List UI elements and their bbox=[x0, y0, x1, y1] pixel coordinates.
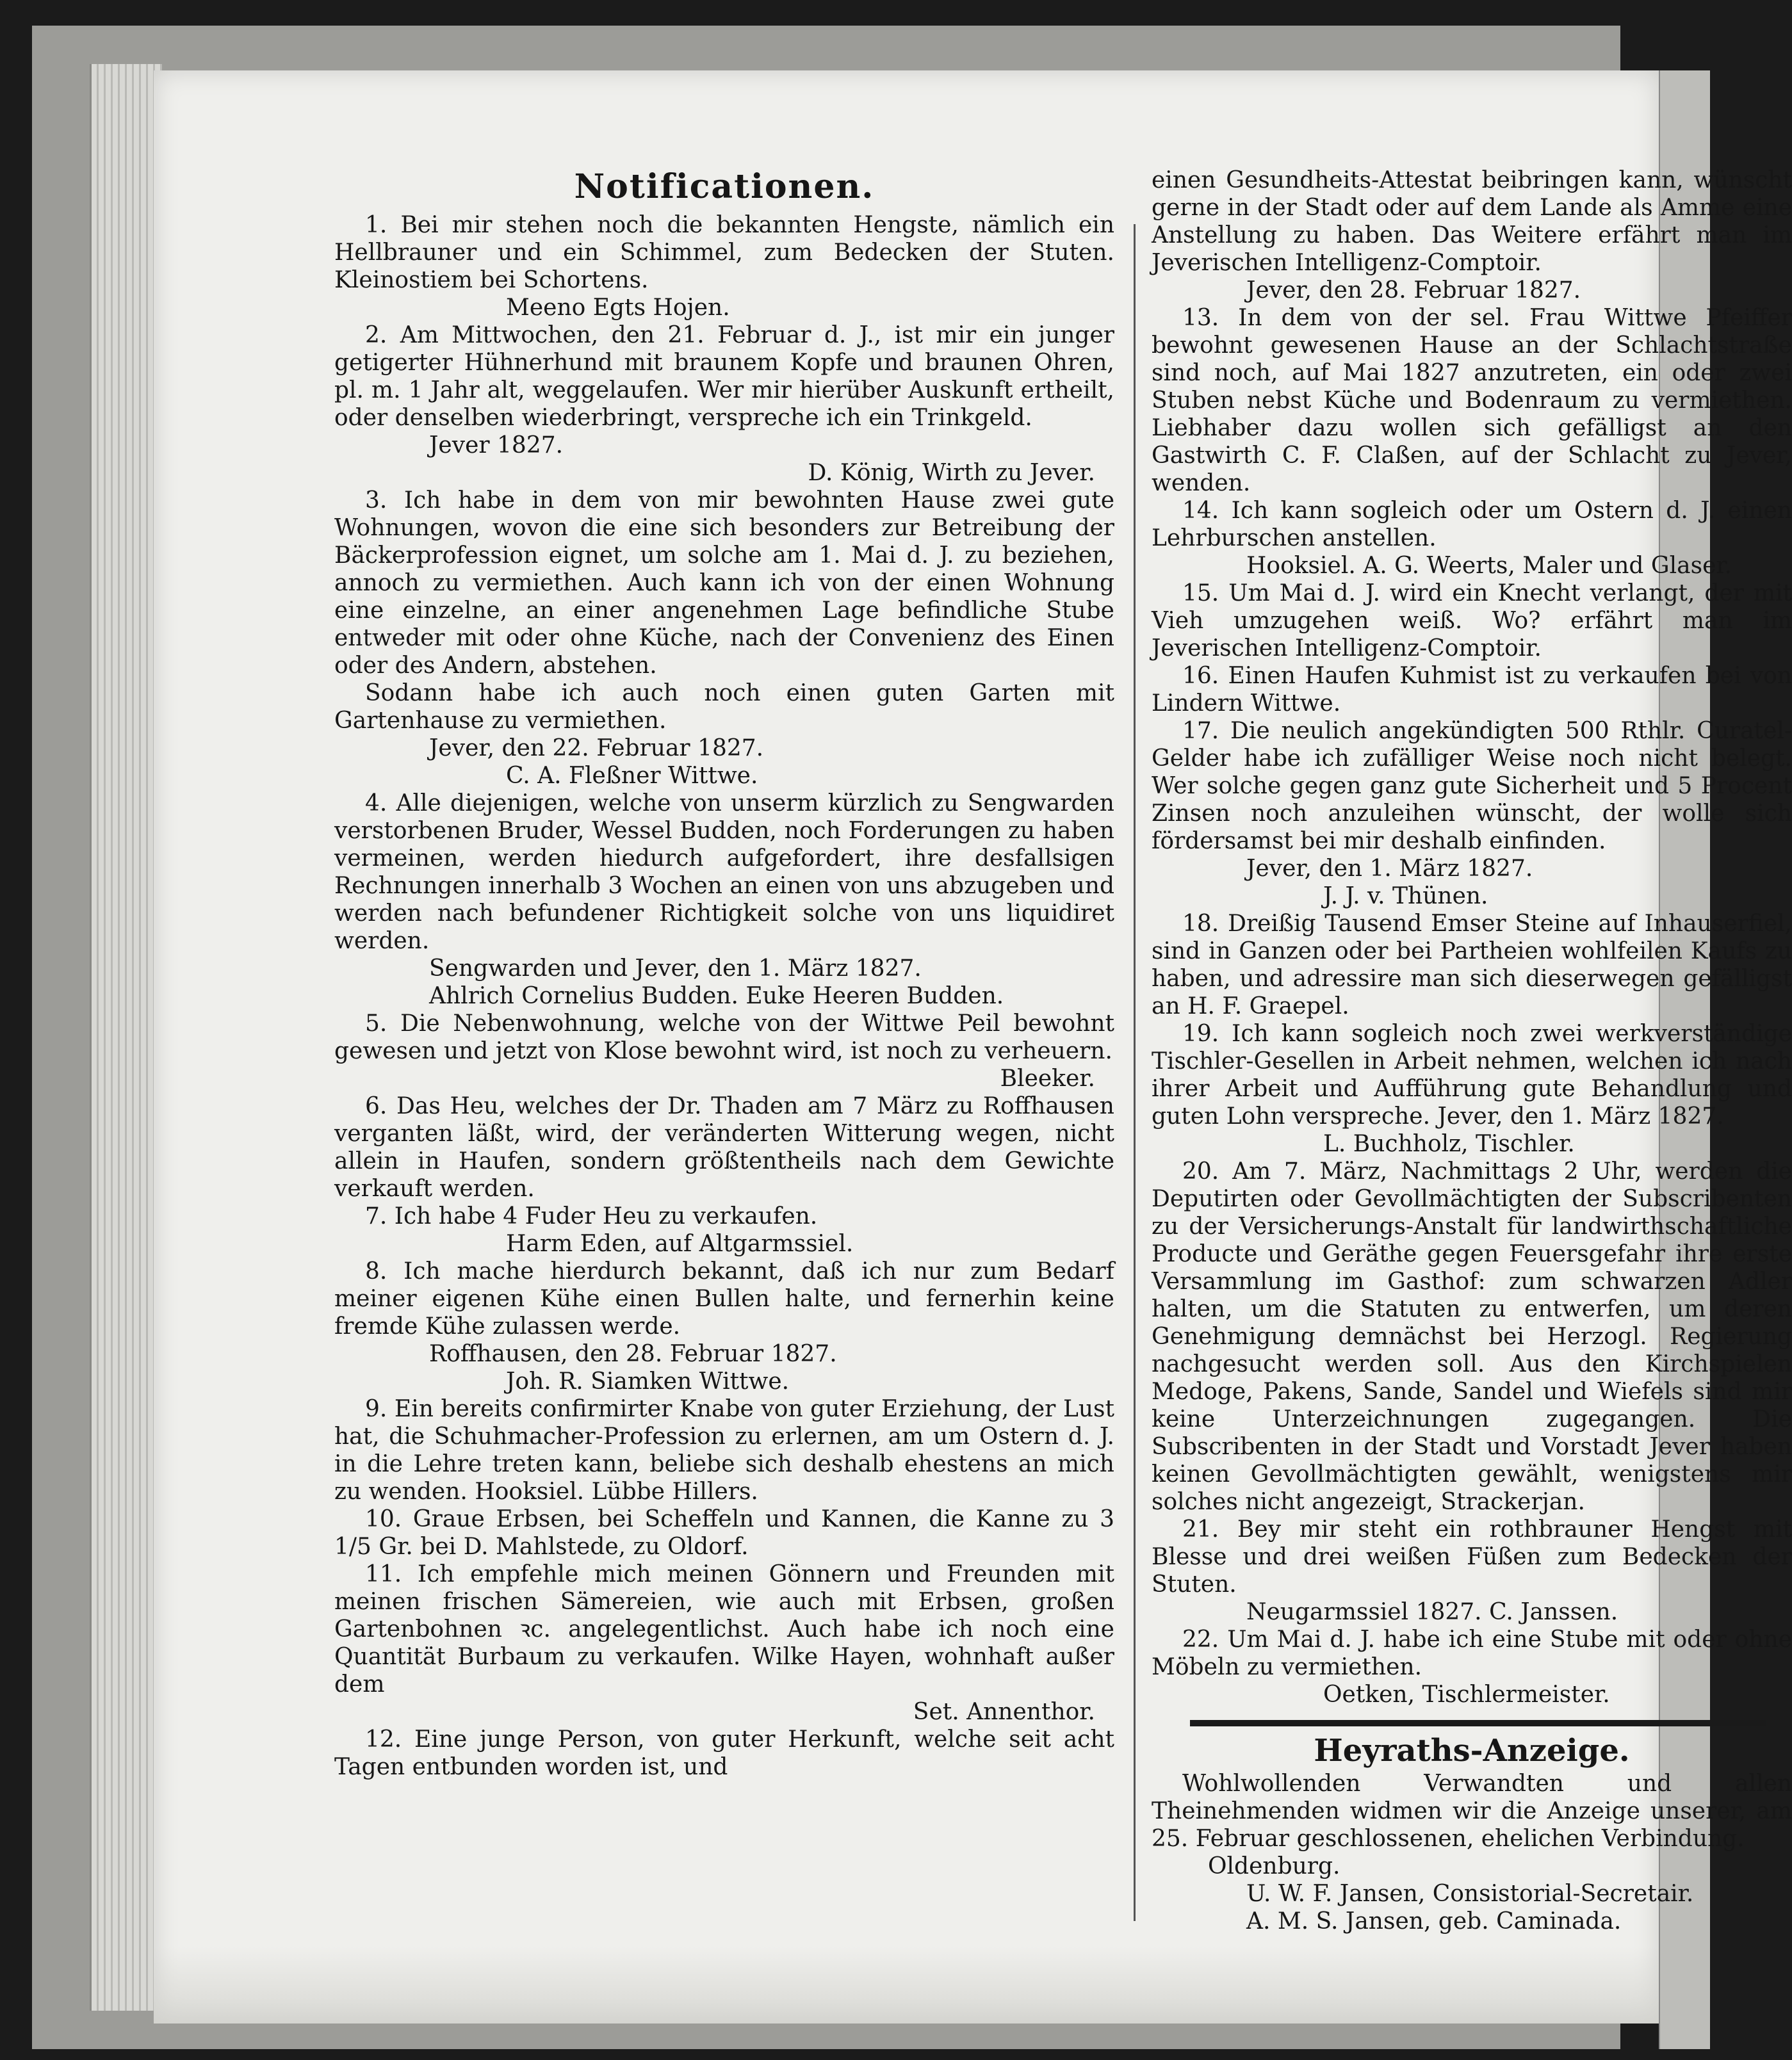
notice-date: Jever, den 22. Februar 1827. bbox=[429, 735, 764, 761]
notice-14 bbox=[1152, 497, 1792, 580]
notice-body: 16. Einen Haufen Kuhmist ist zu verkaufen bei von Lindern Wittwe. bbox=[1152, 663, 1792, 717]
notice-body: 2. Am Mittwochen, den 21. Februar d. J., ist mir ein junger getigerter Hühnerhund mit braunem Kopfe und braunen Ohren, pl. m. 1 Jahr alt, weggelaufen. Wer mir hierüber Auskunft ertheilt, oder denselben wiederbringt, verspreche ich ein Trinkgeld. bbox=[334, 322, 1114, 431]
right-column bbox=[1152, 166, 1792, 1935]
notice-signature: L. Buchholz, Tischler. bbox=[1323, 1131, 1575, 1157]
notice-body-2: Sodann habe ich auch noch einen guten Garten mit Gartenhause zu vermiethen. bbox=[334, 680, 1114, 734]
marriage-signature-1: U. W. F. Jansen, Consistorial-Secretair. bbox=[1246, 1881, 1694, 1907]
notice-17 bbox=[1152, 717, 1792, 910]
notice-body: 8. Ich mache hierdurch bekannt, daß ich nur zum Bedarf meiner eigenen Kühe einen Bullen halte, und fernerhin keine fremde Kühe zulassen werde. bbox=[334, 1258, 1114, 1340]
notice-body: einen Gesundheits-Attestat beibringen kann, wünscht gerne in der Stadt oder auf dem Lande als Amme eine Anstellung zu haben. Das Weitere erfährt man im Jeverischen Intelligenz-Comptoir. bbox=[1152, 167, 1792, 276]
notice-body: 14. Ich kann sogleich oder um Ostern d. J. einen Lehrburschen anstellen. bbox=[1152, 498, 1792, 551]
notice-date: Jever, den 1. März 1827. bbox=[1246, 856, 1533, 882]
section-heading: Notificationen. bbox=[574, 167, 875, 206]
notice-signature: Meeno Egts Hojen. bbox=[506, 295, 730, 321]
notice-signature: Ahlrich Cornelius Budden. Euke Heeren Budden. bbox=[429, 983, 1004, 1009]
notice-body: 6. Das Heu, welches der Dr. Thaden am 7 März zu Roffhausen verganten läßt, wird, der veränderten Witterung wegen, nicht allein in Haufen, sondern größtentheils nach dem Gewichte verkauft werden. bbox=[334, 1093, 1114, 1202]
marriage-heading: Heyraths-Anzeige. bbox=[1314, 1733, 1630, 1769]
notice-4 bbox=[334, 790, 1114, 1010]
notice-2 bbox=[334, 321, 1114, 487]
notice-signature: C. A. Fleßner Wittwe. bbox=[506, 763, 758, 789]
notice-9 bbox=[334, 1395, 1114, 1505]
notice-body: 9. Ein bereits confirmirter Knabe von guter Erziehung, der Lust hat, die Schuhmacher-Profession zu erlernen, am um Ostern d. J. in die Lehre treten kann, beliebe sich deshalb ehestens an mich zu wenden. Hooksiel. Lübbe Hillers. bbox=[334, 1396, 1114, 1505]
notice-body: 22. Um Mai d. J. habe ich eine Stube mit oder ohne Möbeln zu vermiethen. bbox=[1152, 1626, 1792, 1680]
section-rule bbox=[1190, 1720, 1766, 1726]
notice-body: 15. Um Mai d. J. wird ein Knecht verlangt, der mit Vieh umzugehen weiß. Wo? erfährt man im Jeverischen Intelligenz-Comptoir. bbox=[1152, 580, 1792, 661]
notice-date: Jever, den 28. Februar 1827. bbox=[1246, 277, 1581, 304]
notice-body: 7. Ich habe 4 Fuder Heu zu verkaufen. bbox=[365, 1203, 818, 1229]
notice-12-continued bbox=[1152, 166, 1792, 304]
notice-16 bbox=[1152, 662, 1792, 717]
marriage-body: Wohlwollenden Verwandten und allen Theinehmenden widmen wir die Anzeige unserer, am 25. Februar geschlossenen, ehelichen Verbindung. bbox=[1152, 1771, 1792, 1852]
marriage-signature-2: A. M. S. Jansen, geb. Caminada. bbox=[1246, 1908, 1622, 1934]
notice-body: 10. Graue Erbsen, bei Scheffeln und Kannen, die Kanne zu 3 1/5 Gr. bei D. Mahlstede, zu Oldorf. bbox=[334, 1506, 1114, 1560]
notice-signature: Hooksiel. A. G. Weerts, Maler und Glaser. bbox=[1246, 553, 1732, 579]
left-column bbox=[334, 166, 1114, 1781]
notice-signature: Joh. R. Siamken Wittwe. bbox=[506, 1368, 790, 1395]
notice-date: Jever 1827. bbox=[429, 432, 564, 458]
notice-body: 11. Ich empfehle mich meinen Gönnern und Freunden mit meinen frischen Sämereien, wie auch mit Erbsen, großen Gartenbohnen ꝛc. angelegentlichst. Auch habe ich noch eine Quantität Burbaum zu verkaufen. Wilke Hayen, wohnhaft außer dem bbox=[334, 1561, 1114, 1698]
notice-date: Neugarmssiel 1827. C. Janssen. bbox=[1246, 1599, 1618, 1625]
notice-20 bbox=[1152, 1158, 1792, 1516]
notice-19 bbox=[1152, 1020, 1792, 1158]
notice-6 bbox=[334, 1092, 1114, 1203]
notice-signature: Bleeker. bbox=[1000, 1066, 1095, 1092]
notice-3 bbox=[334, 487, 1114, 790]
notice-body: 21. Bey mir steht ein rothbrauner Hengst mit Blesse und drei weißen Füßen zum Bedecken der Stuten. bbox=[1152, 1516, 1792, 1598]
notice-signature: Oetken, Tischlermeister. bbox=[1323, 1682, 1610, 1708]
notice-7 bbox=[334, 1203, 1114, 1258]
notice-1 bbox=[334, 211, 1114, 321]
column-divider bbox=[1134, 224, 1136, 1921]
notice-body: 12. Eine junge Person, von guter Herkunft, welche seit acht Tagen entbunden worden ist, und bbox=[334, 1726, 1114, 1780]
notice-8 bbox=[334, 1258, 1114, 1395]
notice-signature: J. J. v. Thünen. bbox=[1323, 883, 1488, 909]
notice-date: Sengwarden und Jever, den 1. März 1827. bbox=[429, 955, 922, 982]
marriage-place: Oldenburg. bbox=[1208, 1853, 1340, 1879]
notice-15 bbox=[1152, 580, 1792, 662]
notice-body: 18. Dreißig Tausend Emser Steine auf Inhauserfiel, sind in Ganzen oder bei Partheien wohlfeilen Kaufs zu haben, und adressire man sich dieserwegen gefälligst an H. F. Graepel. bbox=[1152, 911, 1792, 1019]
page-shadow bbox=[154, 1947, 1659, 2024]
notice-body: 1. Bei mir stehen noch die bekannten Hengste, nämlich ein Hellbrauner und ein Schimmel, zum Bedecken der Stuten. Kleinostiem bei Schortens. bbox=[334, 212, 1114, 293]
notice-signature: Set. Annenthor. bbox=[913, 1699, 1095, 1725]
notice-22 bbox=[1152, 1626, 1792, 1708]
newspaper-page bbox=[154, 70, 1792, 2024]
notice-13 bbox=[1152, 304, 1792, 497]
page-stack-edge bbox=[90, 64, 162, 2011]
notice-body: 13. In dem von der sel. Frau Wittwe Pfeiffer bewohnt gewesenen Hause an der Schlachtstraße sind noch, auf Mai 1827 anzutreten, ein oder zwei Stuben nebst Küche und Bodenraum zu vermiethen. Liebhaber dazu wollen sich gefälligst an den Gastwirth C. F. Claßen, auf der Schlacht zu Jever, wenden. bbox=[1152, 305, 1792, 496]
notice-10 bbox=[334, 1505, 1114, 1561]
notice-date: Roffhausen, den 28. Februar 1827. bbox=[429, 1341, 837, 1367]
notice-signature: Harm Eden, auf Altgarmssiel. bbox=[506, 1231, 854, 1257]
notice-5 bbox=[334, 1010, 1114, 1092]
notice-signature: D. König, Wirth zu Jever. bbox=[808, 460, 1095, 486]
notice-body: 4. Alle diejenigen, welche von unserm kürzlich zu Sengwarden verstorbenen Bruder, Wessel Budden, noch Forderungen zu haben vermeinen, werden hiedurch aufgefordert, ihre desfallsigen Rechnungen innerhalb 3 Wochen an einen von uns abzugeben und werden nach befundener Richtigkeit solche von uns liquidiret werden. bbox=[334, 790, 1114, 954]
notice-18 bbox=[1152, 910, 1792, 1020]
marriage-announcement bbox=[1152, 1770, 1792, 1935]
notice-12 bbox=[334, 1726, 1114, 1781]
notice-body: 3. Ich habe in dem von mir bewohnten Hause zwei gute Wohnungen, wovon die eine sich besonders zur Betreibung der Bäckerprofession eignet, um solche am 1. Mai d. J. zu beziehen, annoch zu vermiethen. Auch kann ich von der einen Wohnung eine einzelne, an einer angenehmen Lage befindliche Stube entweder mit oder ohne Küche, nach der Convenienz des Einen oder des Andern, abstehen. bbox=[334, 487, 1114, 679]
notice-body: 20. Am 7. März, Nachmittags 2 Uhr, werden die Deputirten oder Gevollmächtigten der Subscribenten zu der Versicherungs-Anstalt für landwirthschaftliche Producte und Geräthe gegen Feuersgefahr ihre erste Versammlung im Gasthof: zum schwarzen Adler halten, um die Statuten zu entwerfen, um deren Genehmigung demnächst bei Herzogl. Regierung nachgesucht werden soll. Aus den Kirchspielen Medoge, Pakens, Sande, Sandel und Wiefels sind mir keine Unterzeichnungen zugegangen. Die Subscribenten in der Stadt und Vorstadt Jever haben keinen Gevollmächtigten gewählt, wenigstens mir solches nicht angezeigt, Strackerjan. bbox=[1152, 1158, 1792, 1515]
notice-body: 5. Die Nebenwohnung, welche von der Wittwe Peil bewohnt gewesen und jetzt von Klose bewohnt wird, ist noch zu verheuern. bbox=[334, 1010, 1114, 1064]
notice-body: 19. Ich kann sogleich noch zwei werkverständige Tischler-Gesellen in Arbeit nehmen, welchen ich nach ihrer Arbeit und Aufführung gute Behandlung und guten Lohn verspreche. Jever, den 1. März 1827. bbox=[1152, 1021, 1792, 1130]
notice-body: 17. Die neulich angekündigten 500 Rthlr. Curatel-Gelder habe ich zufälliger Weise noch nicht belegt. Wer solche gegen ganz gute Sicherheit und 5 Procent Zinsen noch anzuleihen wünscht, der wolle sich fördersamst bei mir deshalb einfinden. bbox=[1152, 718, 1792, 854]
notice-11 bbox=[334, 1561, 1114, 1726]
notice-21 bbox=[1152, 1516, 1792, 1626]
